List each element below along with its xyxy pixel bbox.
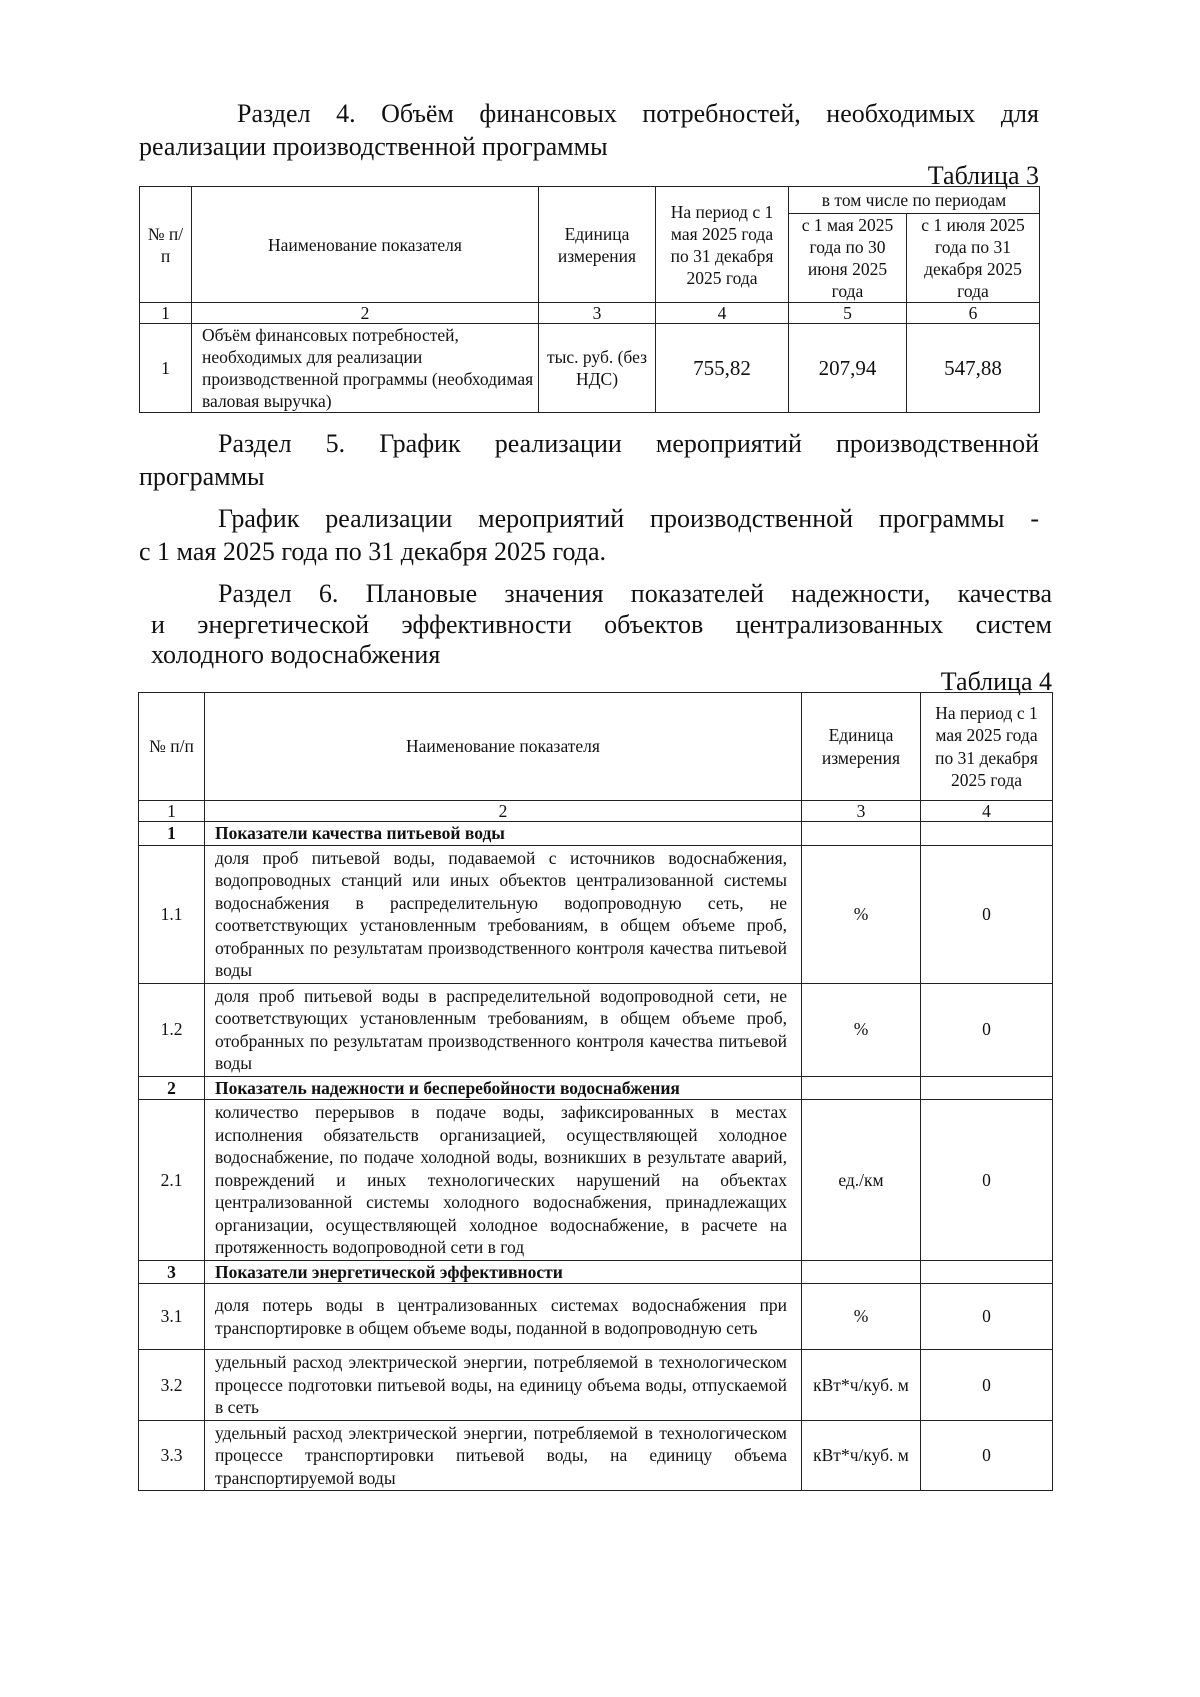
table4-row-desc: удельный расход электрической энергии, потребляемой в технологическом процессе подготовки питьевой воды, на единицу объема воды, отпускаемой в сеть: [205, 1350, 802, 1421]
section5-paragraph-line1: График реализации мероприятий производственной программы -: [218, 504, 1039, 533]
table4-group-empty: [802, 1076, 921, 1100]
table3-row-name: Объём финансовых потребностей, необходимых для реализации производственной программы (необходимая валовая выручка): [192, 324, 539, 413]
table4-header-unit: Единица измерения: [802, 693, 921, 801]
table4-group-title: Показатель надежности и бесперебойности водоснабжения: [205, 1076, 802, 1100]
table3-header-name: Наименование показателя: [192, 187, 539, 303]
table3-colnum: 5: [789, 303, 907, 324]
table4-row-num: 3.1: [139, 1284, 205, 1350]
table3-header-subperiods: в том числе по периодам: [789, 187, 1040, 214]
table3-column-numbers: [140, 303, 1040, 324]
table4-row: [139, 983, 1053, 1076]
table4-row-value: 0: [921, 983, 1053, 1076]
table3-row: [140, 324, 1040, 413]
section5-paragraph-line2: с 1 мая 2025 года по 31 декабря 2025 года.: [139, 537, 607, 566]
table3-row-num: 1: [140, 324, 192, 413]
table4-row-unit: кВт*ч/куб. м: [802, 1420, 921, 1491]
table4-row-unit: кВт*ч/куб. м: [802, 1350, 921, 1421]
table4-group-empty: [802, 1260, 921, 1284]
table3-row-p1: 207,94: [789, 324, 907, 413]
table4-column-numbers: [139, 801, 1053, 822]
table4-row-value: 0: [921, 1284, 1053, 1350]
table4-row-desc: количество перерывов в подаче воды, зафиксированных в местах исполнения обязательств организацией, осуществляющей холодное водоснабжение, по подаче холодной воды, возникших в результате аварий, повреждений и иных технологических нарушений на объектах централизованной системы холодного водоснабжения, принадлежащих организации, осуществляющей холодное водоснабжение, в расчете на протяженность водопроводной сети в год: [205, 1100, 802, 1261]
table4-row-num: 1.1: [139, 845, 205, 983]
table3: [139, 186, 1040, 413]
table4-row-value: 0: [921, 1100, 1053, 1261]
table4-row: [139, 1284, 1053, 1350]
table3-header-sub1: с 1 мая 2025 года по 30 июня 2025 года: [789, 214, 907, 303]
table4-group-empty: [802, 822, 921, 846]
table4-group-num: 2: [139, 1076, 205, 1100]
table4-colnum: 4: [921, 801, 1053, 822]
table4-group-empty: [921, 1260, 1053, 1284]
table4-row-num: 3.3: [139, 1420, 205, 1491]
section6-heading-line3: холодного водоснабжения: [151, 640, 441, 669]
table4-colnum: 2: [205, 801, 802, 822]
table4-row-num: 3.2: [139, 1350, 205, 1421]
table4-group-row: [139, 822, 1053, 846]
table3-caption: Таблица 3: [927, 161, 1039, 190]
table4-caption: Таблица 4: [940, 667, 1052, 696]
table3-header-num: № п/п: [140, 187, 192, 303]
table4-colnum: 1: [139, 801, 205, 822]
table4-group-row: [139, 1076, 1053, 1100]
table3-header-period: На период с 1 мая 2025 года по 31 декабря 2025 года: [656, 187, 789, 303]
table3-colnum: 1: [140, 303, 192, 324]
table4-group-title: Показатели энергетической эффективности: [205, 1260, 802, 1284]
section4-heading-line1: Раздел 4. Объём финансовых потребностей, необходимых для: [237, 99, 1039, 128]
table4-row-unit: %: [802, 983, 921, 1076]
table4-row-desc: доля проб питьевой воды в распределительной водопроводной сети, не соответствующих установленным требованиям, в общем объеме проб, отобранных по результатам производственного контроля качества питьевой воды: [205, 983, 802, 1076]
table4-header-period: На период с 1 мая 2025 года по 31 декабря 2025 года: [921, 693, 1053, 801]
section4-heading-line2: реализации производственной программы: [139, 132, 608, 161]
table3-colnum: 6: [907, 303, 1040, 324]
section6-heading-line1: Раздел 6. Плановые значения показателей надежности, качества: [218, 579, 1052, 608]
table4: [138, 692, 1053, 1491]
table4-colnum: 3: [802, 801, 921, 822]
table3-colnum: 4: [656, 303, 789, 324]
table4-header-num: № п/п: [139, 693, 205, 801]
table3-row-p2: 547,88: [907, 324, 1040, 413]
table4-row: [139, 1420, 1053, 1491]
section5-heading-line1: Раздел 5. График реализации мероприятий производственной: [218, 429, 1039, 458]
table4-row-num: 2.1: [139, 1100, 205, 1261]
table4-row-unit: ед./км: [802, 1100, 921, 1261]
table4-row-value: 0: [921, 1420, 1053, 1491]
table4-row: [139, 1100, 1053, 1261]
table3-header-sub2: с 1 июля 2025 года по 31 декабря 2025 года: [907, 214, 1040, 303]
table4-row: [139, 1350, 1053, 1421]
table4-row-unit: %: [802, 1284, 921, 1350]
table3-header-unit: Единица измерения: [539, 187, 656, 303]
table4-group-num: 1: [139, 822, 205, 846]
table4-group-empty: [921, 1076, 1053, 1100]
table4-row-desc: доля проб питьевой воды, подаваемой с источников водоснабжения, водопроводных станций или иных объектов централизованной системы водоснабжения в распределительную водопроводную сеть, не соответствующих установленным требованиям, в общем объеме проб, отобранных по результатам производственного контроля качества питьевой воды: [205, 845, 802, 983]
table4-row-value: 0: [921, 1350, 1053, 1421]
table4-group-empty: [921, 822, 1053, 846]
table4-row-unit: %: [802, 845, 921, 983]
table4-header-name: Наименование показателя: [205, 693, 802, 801]
table4-group-row: [139, 1260, 1053, 1284]
table4-group-title: Показатели качества питьевой воды: [205, 822, 802, 846]
table4-row-value: 0: [921, 845, 1053, 983]
table4-row-desc: доля потерь воды в централизованных системах водоснабжения при транспортировке в общем объеме воды, поданной в водопроводную сеть: [205, 1284, 802, 1350]
table4-row-desc: удельный расход электрической энергии, потребляемой в технологическом процессе транспортировки питьевой воды, на единицу объема транспортируемой воды: [205, 1420, 802, 1491]
table4-row-num: 1.2: [139, 983, 205, 1076]
section5-heading-line2: программы: [139, 462, 265, 491]
table3-row-total: 755,82: [656, 324, 789, 413]
table3-row-unit: тыс. руб. (без НДС): [539, 324, 656, 413]
section6-heading-line2: и энергетической эффективности объектов централизованных систем: [151, 610, 1052, 639]
table4-group-num: 3: [139, 1260, 205, 1284]
table4-row: [139, 845, 1053, 983]
table3-colnum: 2: [192, 303, 539, 324]
table3-colnum: 3: [539, 303, 656, 324]
